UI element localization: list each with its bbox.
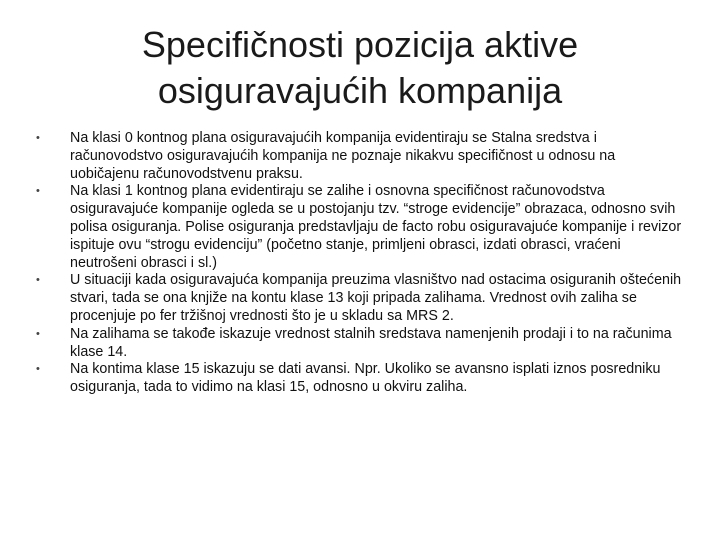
slide-title [60,22,660,114]
bullet-icon: • [36,132,40,144]
list-item [36,361,686,397]
title-line: Specifičnosti pozicija aktive [141,24,579,65]
bullet-icon: • [36,185,40,198]
list-item [36,326,686,362]
bullet-icon: • [36,363,40,376]
title-line: osiguravajućih kompanija [157,70,563,111]
bullet-text: U situaciji kada osiguravajuća kompanija preuzima vlasništvo nad ostacima osiguranih oštećenih stvari, tada se ona knjiže na kontu klase 13 koji pripada zalihama. Vrednost ovih zaliha se procenjuje po fer tržišnoj vrednosti što je u skladu sa MRS 2. [70,272,682,324]
bullet-text: Na klasi 1 kontnog plana evidentiraju se zalihe i osnovna specifičnost računovodstva osiguravajuće kompanije ogleda se u postojanju tzv. “stroge evidencije” obrazaca, odnosno svih polisa osiguranja. Polise osiguranja predstavljaju de facto robu osiguravajuće kompanije i revizor ispituje ovu “strogu evidenciju” (početno stanje, primljeni obrasci, izdati obrasci, vraćeni neutrošeni obrasci i sl.) [70,183,682,271]
list-item [36,130,686,183]
bullet-icon: • [36,327,40,340]
list-item [36,183,686,272]
bullet-text: Na zalihama se takođe iskazuje vrednost stalnih sredstava namenjenih prodaji i to na računima klase 14. [70,325,672,360]
bullet-text: Na klasi 0 kontnog plana osiguravajućih kompanija evidentiraju se Stalna sredstva i računovodstvo osiguravajućih kompanija ne poznaje nikakvu specifičnost u odnosu na uobičajenu računovodstvenu praksu. [70,130,616,182]
bullet-text: Na kontima klase 15 iskazuju se dati avansi. Npr. Ukoliko se avansno isplati iznos posredniku osiguranja, tada to vidimo na klasi 15, odnosno u okviru zaliha. [70,361,661,396]
bullet-icon: • [36,274,40,287]
list-item [36,272,686,325]
bullet-list [36,130,686,397]
